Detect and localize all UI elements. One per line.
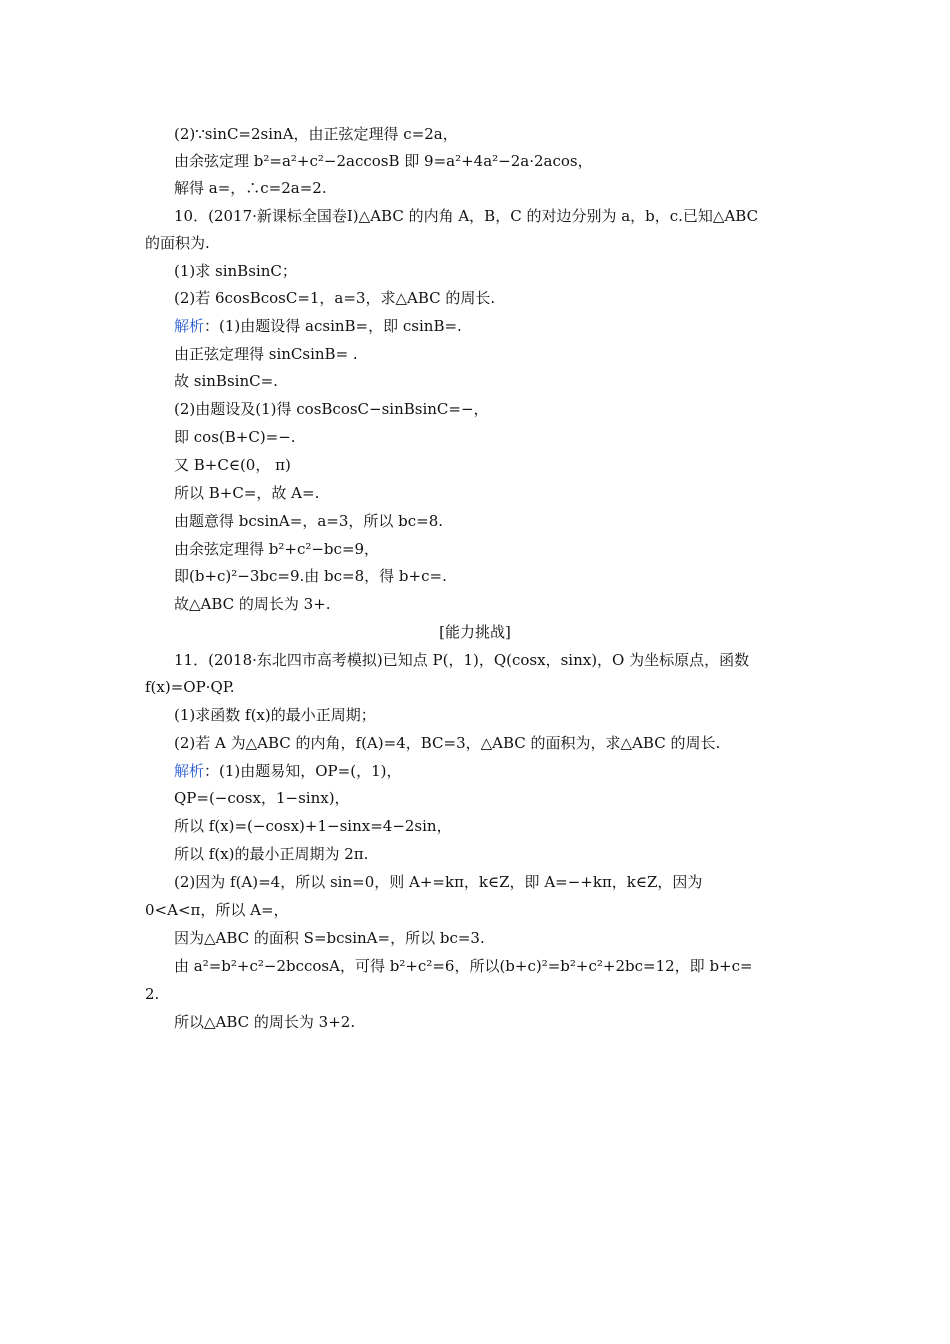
text-line: 故 sinBsinC=. (174, 372, 278, 390)
text-line: 故△ABC 的周长为 3+. (174, 595, 331, 613)
text-line: 0<A<π，所以 A=， (145, 901, 289, 919)
text-line: 所以△ABC 的周长为 3+2. (174, 1013, 356, 1031)
section-heading: [能力挑战] (439, 623, 511, 641)
text-line: 的面积为. (145, 234, 210, 252)
text-line: QP=(−cosx，1−sinx)， (174, 789, 350, 807)
solution-line (174, 316, 462, 336)
text-line: f(x)=OP·QP. (145, 678, 235, 696)
text-line: 由正弦定理得 sinCsinB= . (174, 345, 358, 363)
question-2: (2)若 6cosBcosC=1，a=3，求△ABC 的周长. (174, 289, 496, 307)
text-line: 因为△ABC 的面积 S=bcsinA=，所以 bc=3. (174, 929, 485, 947)
text-line: (2)∵sinC=2sinA，由正弦定理得 c=2a， (174, 125, 458, 143)
text-line: 由 a²=b²+c²−2bccosA，可得 b²+c²=6，所以(b+c)²=b²+c²+2bc=12，即 b+c= (174, 957, 753, 975)
text-line: 解得 a=，∴c=2a=2. (174, 179, 327, 197)
solution-line (174, 761, 401, 781)
question-2: (2)若 A 为△ABC 的内角，f(A)=4，BC=3，△ABC 的面积为，求△ABC 的周长. (174, 734, 721, 752)
text-line: 由题意得 bcsinA=，a=3，所以 bc=8. (174, 512, 444, 530)
text-line: 即 cos(B+C)=−. (174, 428, 296, 446)
text-line: (2)由题设及(1)得 cosBcosC−sinBsinC=−， (174, 400, 489, 418)
text-line: 由余弦定理 b²=a²+c²−2accosB 即 9=a²+4a²−2a·2acos， (174, 152, 593, 170)
text-line: 又 B+C∈(0， π) (174, 456, 291, 474)
solution-label: 解析 (174, 317, 205, 335)
solution-text: ：(1)由题设得 acsinB=，即 csinB=. (204, 317, 462, 335)
solution-label: 解析 (174, 762, 205, 780)
question-1: (1)求函数 f(x)的最小正周期； (174, 706, 376, 724)
text-line: 由余弦定理得 b²+c²−bc=9， (174, 540, 380, 558)
question-1: (1)求 sinBsinC； (174, 262, 297, 280)
text-line: 即(b+c)²−3bc=9.由 bc=8，得 b+c=. (174, 567, 447, 585)
text-line: 2. (145, 985, 160, 1003)
text-line: 所以 f(x)=(−cosx)+1−sinx=4−2sin， (174, 817, 452, 835)
text-line: 所以 f(x)的最小正周期为 2π. (174, 845, 369, 863)
problem-11-stem: 11．(2018·东北四市高考模拟)已知点 P(，1)，Q(cosx，sinx)，O 为坐标原点，函数 (174, 651, 750, 669)
text-line: (2)因为 f(A)=4，所以 sin=0，则 A+=kπ，k∈Z，即 A=−+kπ，k∈Z，因为 (174, 873, 703, 891)
solution-text: ：(1)由题易知，OP=(，1)， (204, 762, 402, 780)
text-line: 所以 B+C=，故 A=. (174, 484, 320, 502)
problem-10-stem: 10．(2017·新课标全国卷Ⅰ)△ABC 的内角 A，B，C 的对边分别为 a，b，c.已知△ABC (174, 207, 759, 225)
